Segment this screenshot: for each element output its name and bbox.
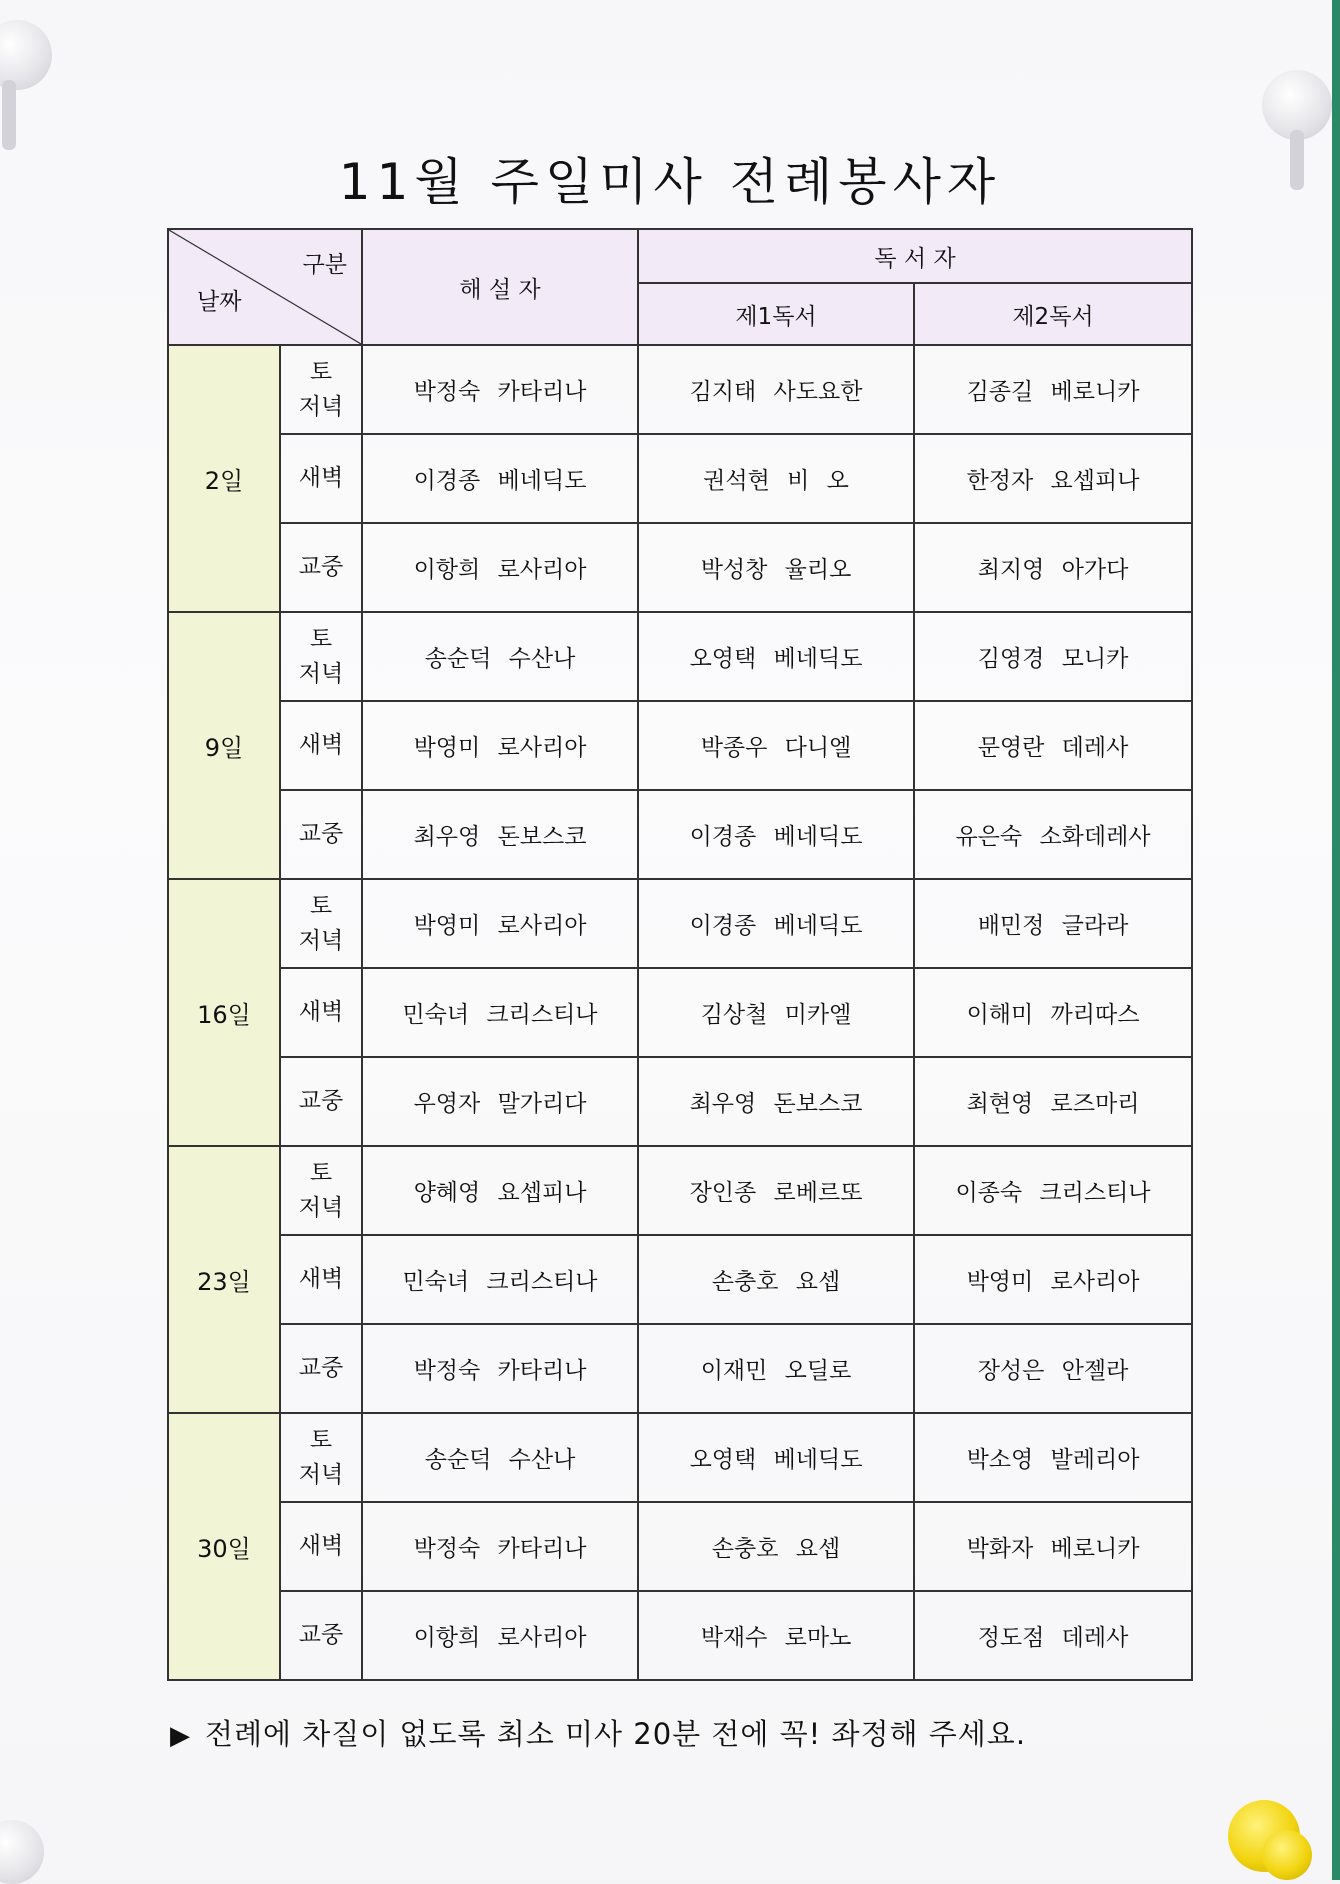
- mass-type-cell: 교중: [280, 1324, 362, 1413]
- reading2-cell: 문영란 데레사: [914, 701, 1192, 790]
- schedule-row: [168, 1235, 1192, 1324]
- reading1-cell: 장인종 로베르또: [638, 1146, 914, 1235]
- header-readers: 독 서 자: [638, 229, 1192, 283]
- commentator-cell: 이경종 베네딕도: [362, 434, 638, 523]
- pushpin-bottom-right-2: [1262, 1830, 1312, 1880]
- commentator-cell: 최우영 돈보스코: [362, 790, 638, 879]
- commentator-cell: 박정숙 카타리나: [362, 1324, 638, 1413]
- reading2-cell: 박소영 발레리아: [914, 1413, 1192, 1502]
- commentator-cell: 박영미 로사리아: [362, 701, 638, 790]
- mass-type-cell: 새벽: [280, 701, 362, 790]
- mass-type-cell: 교중: [280, 1591, 362, 1680]
- header-date-label: 날짜: [197, 289, 242, 315]
- notice-text: 전례에 차질이 없도록 최소 미사 20분 전에 꼭! 좌정해 주세요.: [205, 1717, 1027, 1751]
- mass-type-cell: 새벽: [280, 434, 362, 523]
- reading1-cell: 이경종 베네딕도: [638, 879, 914, 968]
- reading1-cell: 이경종 베네딕도: [638, 790, 914, 879]
- reading2-cell: 이종숙 크리스티나: [914, 1146, 1192, 1235]
- date-cell: 2일: [168, 345, 280, 612]
- commentator-cell: 송순덕 수산나: [362, 612, 638, 701]
- schedule-row: [168, 612, 1192, 701]
- notice-line: [170, 1712, 1026, 1753]
- commentator-cell: 이항희 로사리아: [362, 1591, 638, 1680]
- reading1-cell: 김상철 미카엘: [638, 968, 914, 1057]
- reading2-cell: 장성은 안젤라: [914, 1324, 1192, 1413]
- triangle-bullet-icon: ▶: [170, 1721, 191, 1751]
- mass-type-cell: 교중: [280, 1057, 362, 1146]
- mass-type-cell: 토 저녁: [280, 1146, 362, 1235]
- commentator-cell: 민숙녀 크리스티나: [362, 1235, 638, 1324]
- header-reading-1: 제1독서: [638, 283, 914, 345]
- reading2-cell: 이해미 까리따스: [914, 968, 1192, 1057]
- reading1-cell: 오영택 베네딕도: [638, 1413, 914, 1502]
- background-edge: [1332, 0, 1340, 1880]
- mass-type-cell: 토 저녁: [280, 1413, 362, 1502]
- commentator-cell: 이항희 로사리아: [362, 523, 638, 612]
- schedule-row: [168, 701, 1192, 790]
- header-commentator: 해 설 자: [362, 229, 638, 345]
- mass-type-cell: 토 저녁: [280, 612, 362, 701]
- mass-type-cell: 토 저녁: [280, 345, 362, 434]
- reading1-cell: 손충호 요셉: [638, 1235, 914, 1324]
- schedule-table: [167, 228, 1193, 1681]
- mass-type-cell: 새벽: [280, 1235, 362, 1324]
- reading1-cell: 김지태 사도요한: [638, 345, 914, 434]
- reading2-cell: 한정자 요셉피나: [914, 434, 1192, 523]
- schedule-row: [168, 345, 1192, 434]
- schedule-row: [168, 968, 1192, 1057]
- schedule-row: [168, 1324, 1192, 1413]
- reading2-cell: 박화자 베로니카: [914, 1502, 1192, 1591]
- reading1-cell: 박성창 율리오: [638, 523, 914, 612]
- reading1-cell: 최우영 돈보스코: [638, 1057, 914, 1146]
- pushpin-stem-top-left: [2, 80, 16, 150]
- mass-type-cell: 교중: [280, 790, 362, 879]
- commentator-cell: 우영자 말가리다: [362, 1057, 638, 1146]
- schedule-body: [168, 345, 1192, 1680]
- schedule-row: [168, 1502, 1192, 1591]
- schedule-row: [168, 1146, 1192, 1235]
- header-reading-2: 제2독서: [914, 283, 1192, 345]
- schedule-row: [168, 434, 1192, 523]
- commentator-cell: 송순덕 수산나: [362, 1413, 638, 1502]
- schedule-row: [168, 1413, 1192, 1502]
- reading2-cell: 최현영 로즈마리: [914, 1057, 1192, 1146]
- reading1-cell: 박종우 다니엘: [638, 701, 914, 790]
- schedule-row: [168, 790, 1192, 879]
- header-corner-cell: [168, 229, 362, 345]
- reading1-cell: 권석현 비 오: [638, 434, 914, 523]
- date-cell: 23일: [168, 1146, 280, 1413]
- commentator-cell: 박정숙 카타리나: [362, 345, 638, 434]
- reading2-cell: 박영미 로사리아: [914, 1235, 1192, 1324]
- commentator-cell: 양혜영 요셉피나: [362, 1146, 638, 1235]
- mass-type-cell: 교중: [280, 523, 362, 612]
- schedule-row: [168, 1057, 1192, 1146]
- date-cell: 16일: [168, 879, 280, 1146]
- reading1-cell: 오영택 베네딕도: [638, 612, 914, 701]
- reading2-cell: 배민정 글라라: [914, 879, 1192, 968]
- reading2-cell: 유은숙 소화데레사: [914, 790, 1192, 879]
- mass-type-cell: 새벽: [280, 968, 362, 1057]
- commentator-cell: 박정숙 카타리나: [362, 1502, 638, 1591]
- date-cell: 9일: [168, 612, 280, 879]
- reading1-cell: 이재민 오딜로: [638, 1324, 914, 1413]
- reading2-cell: 김종길 베로니카: [914, 345, 1192, 434]
- page-title: 11월 주일미사 전례봉사자: [338, 152, 1002, 211]
- mass-type-cell: 새벽: [280, 1502, 362, 1591]
- schedule-row: [168, 523, 1192, 612]
- date-cell: 30일: [168, 1413, 280, 1680]
- mass-type-cell: 토 저녁: [280, 879, 362, 968]
- reading1-cell: 박재수 로마노: [638, 1591, 914, 1680]
- reading2-cell: 김영경 모니카: [914, 612, 1192, 701]
- schedule-row: [168, 879, 1192, 968]
- reading2-cell: 최지영 아가다: [914, 523, 1192, 612]
- reading1-cell: 손충호 요셉: [638, 1502, 914, 1591]
- commentator-cell: 민숙녀 크리스티나: [362, 968, 638, 1057]
- header-category-label: 구분: [302, 252, 347, 278]
- commentator-cell: 박영미 로사리아: [362, 879, 638, 968]
- reading2-cell: 정도점 데레사: [914, 1591, 1192, 1680]
- schedule-row: [168, 1591, 1192, 1680]
